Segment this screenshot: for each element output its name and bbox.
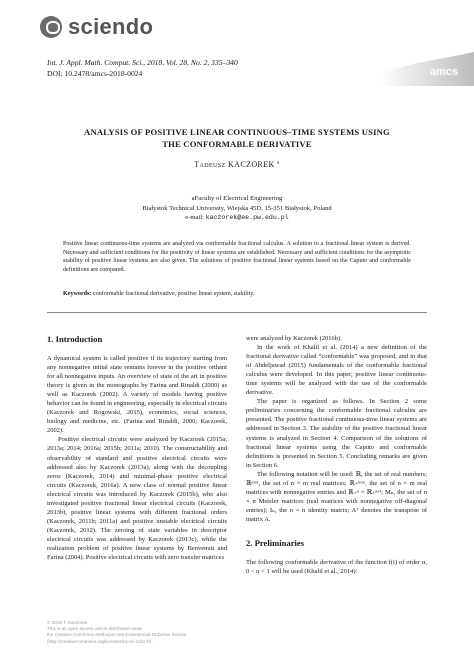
intro-paragraph-5: The paper is organized as follows. In Section 2 some preliminaries concerning the conformable fractional calculus are presented. The positive fractional continuous-time linear systems are addressed in Section 3. The stability of the positive fractional linear systems is analyzed in Section 4. Comparison of the solutions of fractional linear systems using the Caputo and conformable definitions is presented in Section 5. Concluding remarks are given in Section 6. <box>246 398 427 469</box>
author-last-name: KACZOREK <box>227 160 275 169</box>
intro-paragraph-2: Positive electrical circuits were analyzed by Kaczorek (2015a; 2013a; 2014; 2016a; 2015b; 2011a; 2010). The constructability and observability of standard and positive electrical circuits were addressed also by Kaczorek (2013a), along with the decoupling zeros (Kaczorek, 2014) and minimal-phase positive electrical circuits (Kaczorek, 2016a). A new class of normal positive linear electrical circuits was introduced by Kaczorek (2015b), who also investigated positive fractional linear electrical circuits (Kaczorek, 2013b), positive linear systems with different fractional orders (Kaczorek, 2011b; 2011a) and positive unstable electrical circuits (Kaczorek, 2012). The zeroing of state variables in descriptor electrical circuits was addressed by Kaczorek (2013c), while the realization problem of positive linear systems by Benvenuti and Farina (2004). Positive electrical circuits with zero transfer matrices <box>47 436 227 562</box>
license-link[interactable]: (http://creativecommons.org/licenses/by-nc-nd/3.0/). <box>47 638 153 644</box>
sciendo-logo-icon <box>40 16 62 38</box>
amcs-banner <box>382 52 474 86</box>
license-copyright: © 2018 T. Kaczorek. <box>47 620 89 625</box>
doi: DOI: 10.2478/amcs-2018-0024 <box>47 69 143 78</box>
license-line-2: This is an open access article distributed under <box>47 626 143 632</box>
email-label: e-mail: <box>185 214 204 222</box>
keywords-text: conformable fractional derivative, positive linear system, stability. <box>92 291 255 297</box>
license-line-3: the Creative Commons Attribution-NonCommercial-NoDerivs license <box>47 632 187 638</box>
keywords-label: Keywords: <box>63 291 92 297</box>
affiliation-email <box>0 213 474 223</box>
section-divider <box>47 312 427 313</box>
author-line <box>0 160 474 169</box>
notation-paragraph: The following notation will be used: ℝ, the set of real numbers; ℝⁿˣᵐ, the set of n × m real matrices; ℝ₊ⁿˣᵐ, the set of n × m real matrices with nonnegative entries and ℝ₊ⁿ = ℝ₊ⁿˣ¹; Mₙ, the set of n × n Metzler matrices (real matrices with nonnegative off-diagonal entries); Iₙ, the n × n identity matrix; Aᵀ denotes the transpose of matrix A. <box>246 470 427 523</box>
license-note <box>47 620 257 645</box>
section-heading-introduction: 1. Introduction <box>47 334 103 344</box>
intro-paragraph-4: In the work of Khalil et al. (2014) a new definition of the fractional derivative called “conformable” was proposed, and in that of Abdeljawad (2015) fundamentals of the conformable fractional calculus were developed. In this paper, positive linear continuous-time systems will be analyzed with the use of the conformable derivative. <box>246 344 427 397</box>
intro-paragraph-3: were analyzed by Kaczorek (2016b). <box>246 335 342 342</box>
intro-paragraph-1: A dynamical system is called positive if its trajectory starting from any nonnegative initial state remains forever in the positive orthant for all nonnegative inputs. An overview of state of the art in positive theory is given in the monographs by Farina and Rinaldi (2000) as well as Kaczorek (2002). A variety of models having positive behavior can be found in engineering, especially in electrical circuits (Kaczorek and Rogowski, 2015), economics, social sciences, biology and medicine, etc. (Farina and Rinaldi, 2000; Kaczorek, 2002). <box>47 355 227 435</box>
abstract: Positive linear continuous-time systems are analyzed via conformable fractional calculus. A solution to a fractional linear system is derived. Necessary and sufficient conditions for the positivity of linear systems are established. Necessary and sufficient conditions for the asymptotic stability of positive linear systems are also given. The solutions of positive fractional linear systems based on the Caputo and conformable definitions are compared. <box>63 241 411 274</box>
preliminaries-paragraph: The following conformable derivative of the function f(t) of order α, 0 < α < 1 will be used (Khalil et al., 2014): <box>246 558 427 576</box>
logo-text: sciendo <box>68 14 154 39</box>
email-link[interactable]: kaczorek@ee.pw.edu.pl <box>205 214 289 222</box>
left-column <box>47 334 227 562</box>
right-column <box>246 334 427 576</box>
publisher-logo <box>40 14 153 40</box>
affiliation-address: Białystok Technical University, Wiejska 45D, 15-351 Białystok, Poland <box>142 204 332 212</box>
section-heading-preliminaries: 2. Preliminaries <box>246 537 305 548</box>
paper-title <box>47 126 427 150</box>
author-affiliation-mark: a <box>277 160 280 166</box>
affiliation <box>0 194 474 223</box>
affiliation-faculty: aFaculty of Electrical Engineering <box>191 195 283 202</box>
title-line-1: ANALYSIS OF POSITIVE LINEAR CONTINUOUS–TIME SYSTEMS USING <box>84 127 390 137</box>
amcs-label: amcs <box>429 66 458 78</box>
author-first-name: Tadeusz <box>194 160 226 169</box>
keywords <box>63 290 411 299</box>
journal-reference: Int. J. Appl. Math. Comput. Sci., 2018, Vol. 28, No. 2, 335–340 <box>47 58 238 67</box>
title-line-2: THE CONFORMABLE DERIVATIVE <box>162 139 312 149</box>
journal-info <box>47 57 238 79</box>
